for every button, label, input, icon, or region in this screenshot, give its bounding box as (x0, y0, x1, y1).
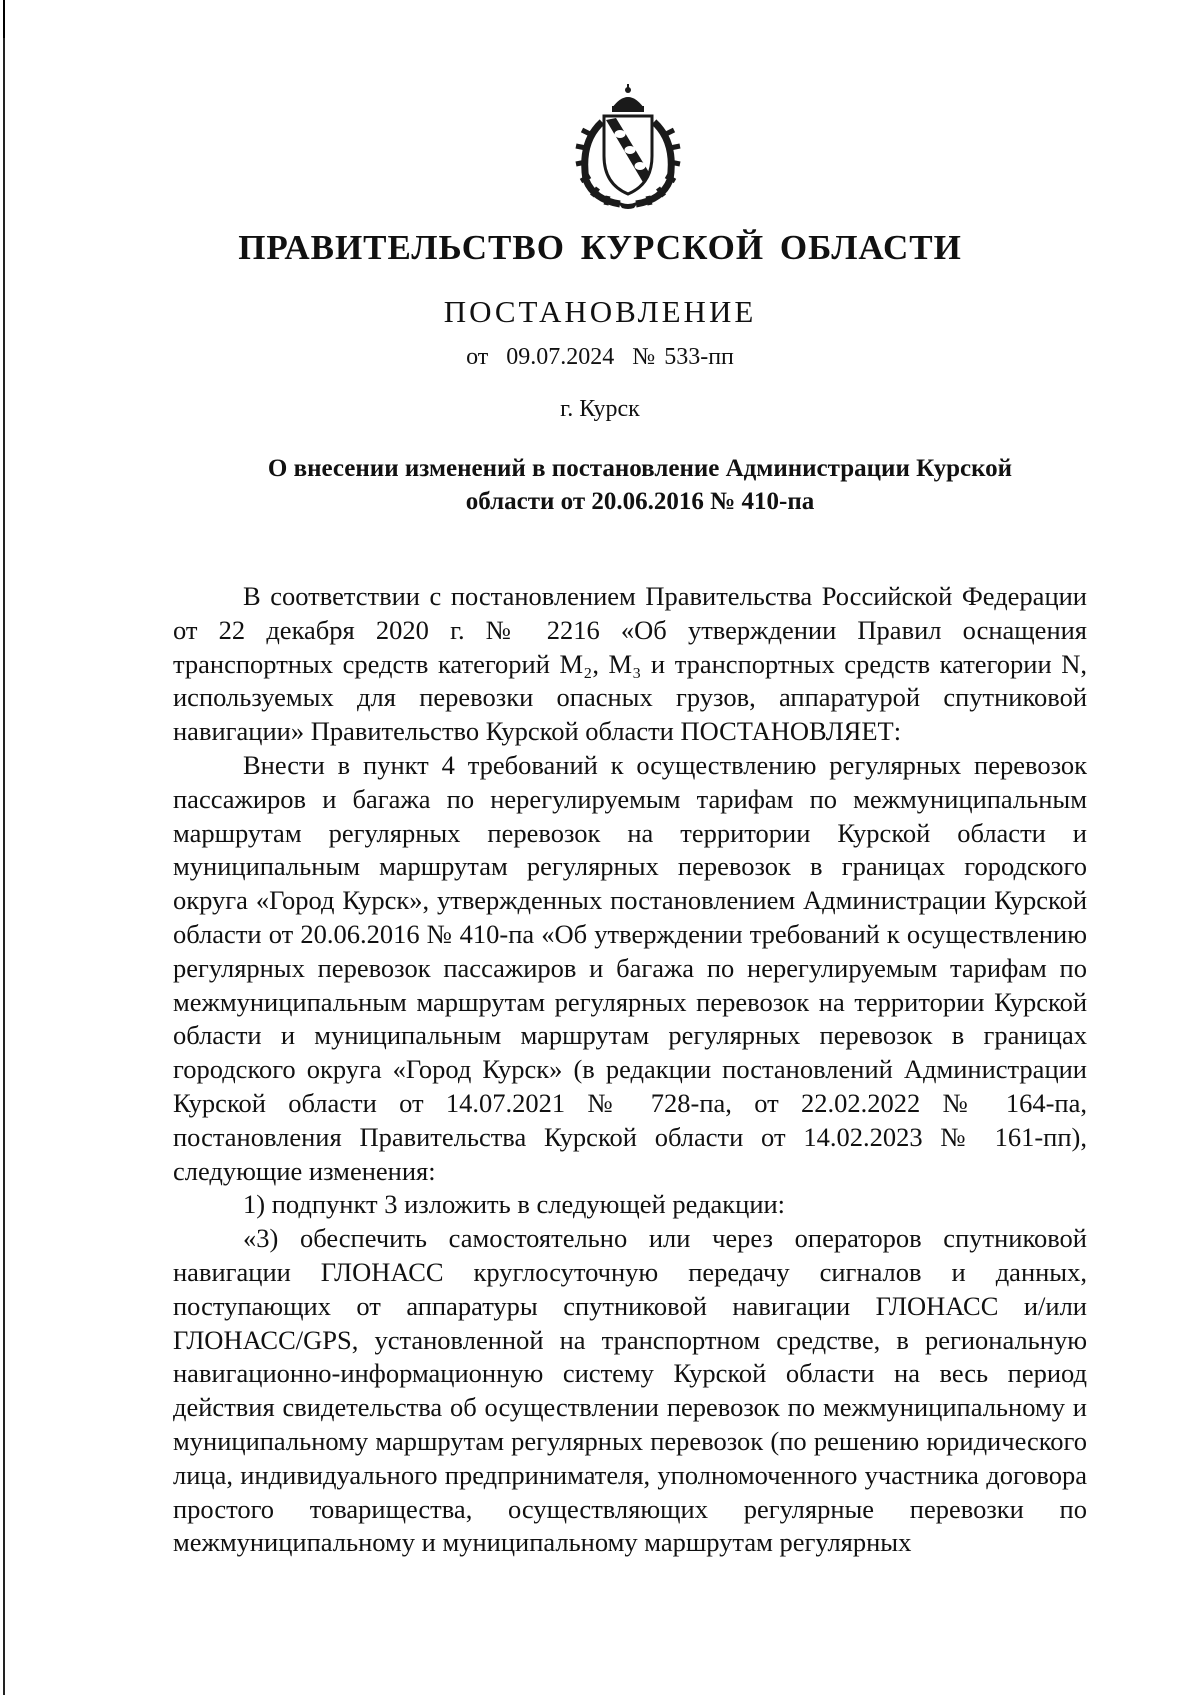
government-title: ПРАВИТЕЛЬСТВО КУРСКОЙ ОБЛАСТИ (238, 228, 962, 267)
body-paragraph-4: «3) обеспечить самостоятельно или через операторов спутниковой навигации ГЛОНАСС круглосуточную передачу сигналов и данных, поступающих от аппаратуры спутниковой навигации ГЛОНАСС и/или ГЛОНАСС/GPS, установленной на транспортном средстве, в региональную навигационно-информационную систему Курской области на весь период действия свидетельства об осуществлении перевозок по межмуниципальному и муниципальному маршрутам регулярных перевозок (по решению юридического лица, индивидуального предпринимателя, уполномоченного участника договора простого товарищества, осуществляющих регулярные перевозки по межмуниципальному и муниципальному маршрутам регулярных (173, 1223, 1087, 1558)
document-body (173, 580, 1087, 1560)
body-paragraph-3: 1) подпункт 3 изложить в следующей редакции: (243, 1189, 786, 1220)
body-paragraph-2: Внести в пункт 4 требований к осуществлению регулярных перевозок пассажиров и багажа по нерегулируемым тарифам по межмуниципальным маршрутам регулярных перевозок на территории Курской области и муниципальным маршрутам регулярных перевозок в границах городского округа «Город Курск», утвержденных постановлением Администрации Курской области от 20.06.2016 № 410-па «Об утверждении требований к осуществлению регулярных перевозок пассажиров и багажа по нерегулируемым тарифам по межмуниципальным маршрутам регулярных перевозок на территории Курской области и муниципальным маршрутам регулярных перевозок в границах городского округа «Город Курск» (в редакции постановлений Администрации Курской области от 14.07.2021 № 728-па, от 22.02.2022 № 164-па, постановления Правительства Курской области от 14.02.2023 № 161-пп), следующие изменения: (173, 749, 1087, 1186)
document-subject (200, 452, 1080, 518)
subject-line-2: области от 20.06.2016 № 410-па (465, 488, 815, 515)
document-type: ПОСТАНОВЛЕНИЕ (443, 294, 757, 329)
coat-of-arms-icon (568, 82, 688, 210)
document-date-number: от 09.07.2024 № 533-пп (466, 344, 734, 370)
body-paragraph-1: В соответствии с постановлением Правительства Российской Федерации от 22 декабря 2020 г. № 2216 «Об утверждении Правил оснащения транспортных средств категорий М₂, М₃ и транспортных средств категории N, используемых для перевозки опасных грузов, аппаратурой спутниковой навигации» Правительство Курской области ПОСТАНОВЛЯЕТ: (173, 581, 1087, 747)
scan-edge-mark (3, 0, 5, 38)
subject-line-1: О внесении изменений в постановление Администрации Курской (267, 455, 1013, 482)
document-city: г. Курск (560, 396, 640, 422)
